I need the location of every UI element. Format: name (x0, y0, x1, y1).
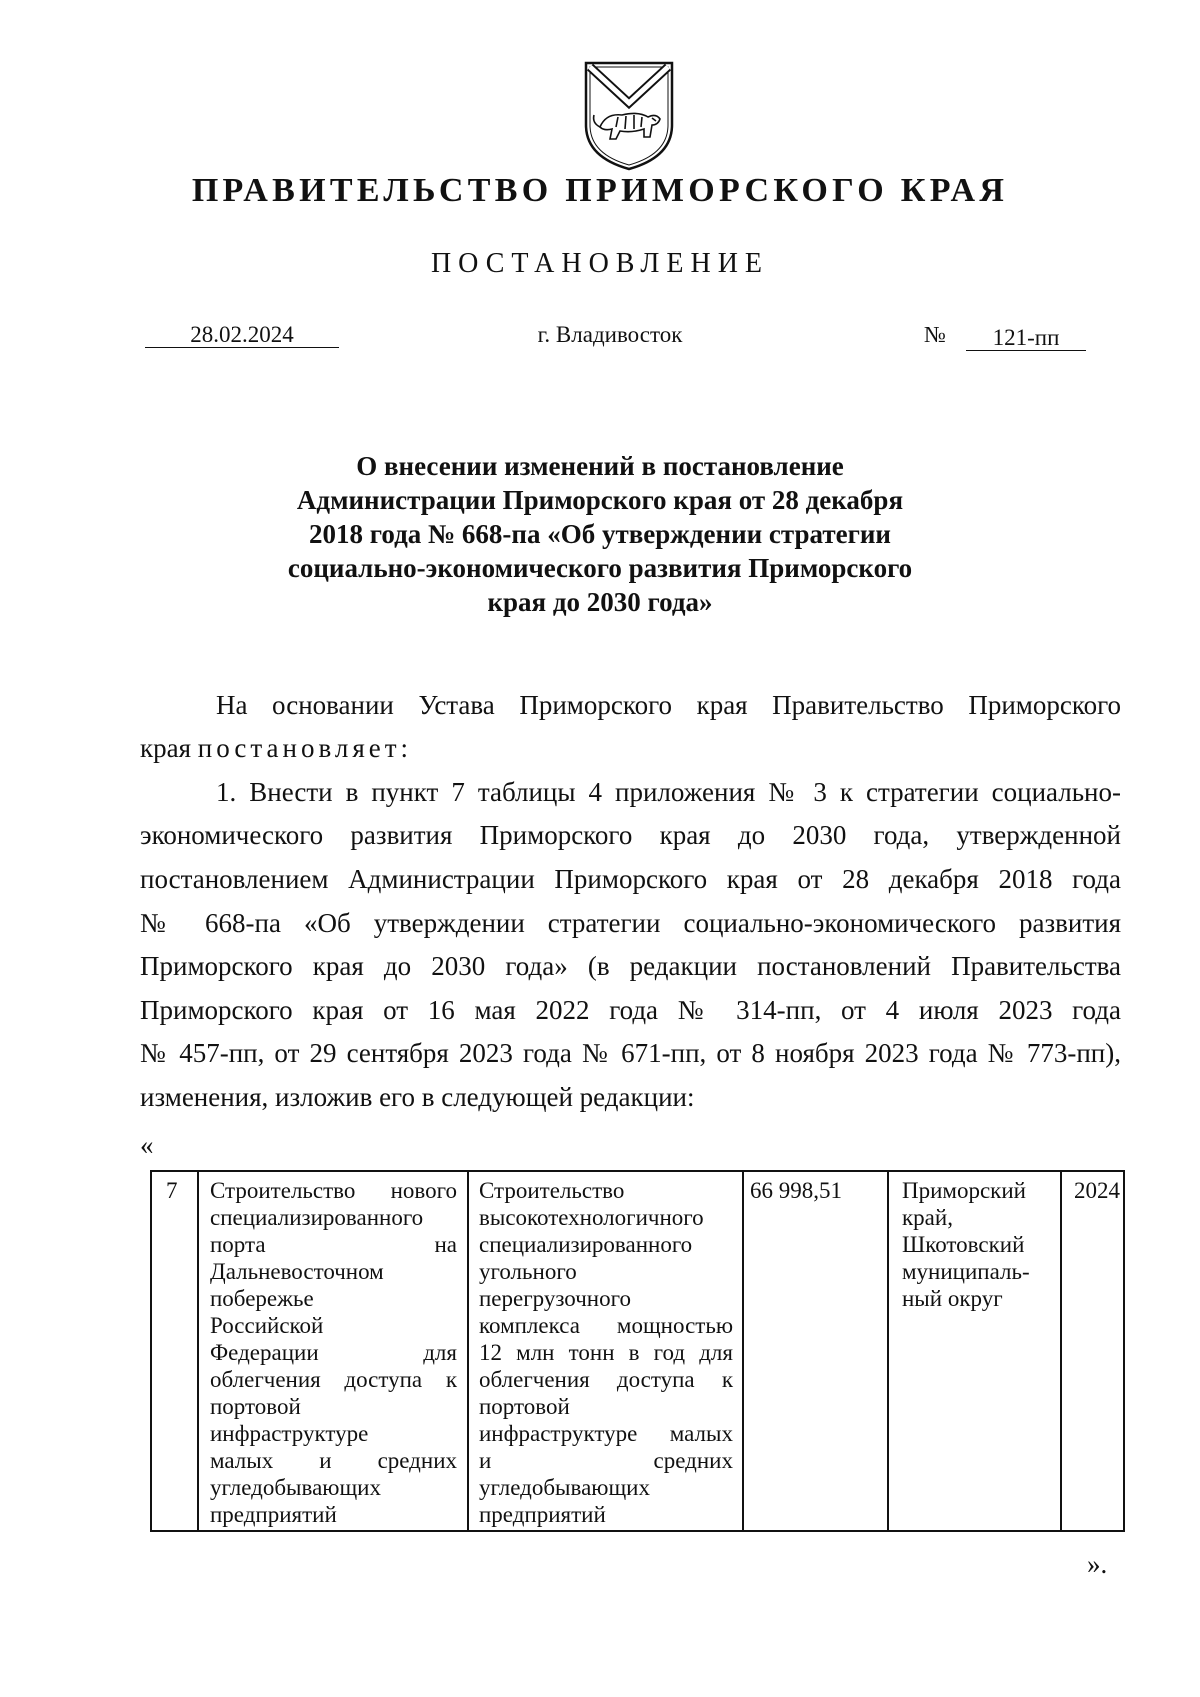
cell-line: Российской (210, 1313, 324, 1338)
coat-of-arms-emblem (580, 55, 678, 173)
cell-line: комплекса мощностью (479, 1313, 733, 1338)
document-number-sign: № (924, 322, 946, 347)
cell-line: порта на (210, 1232, 457, 1257)
cell-line: высокотехнологичного (479, 1205, 704, 1230)
cell-line: Федерации для (210, 1340, 457, 1365)
cell-line: специализированного (479, 1232, 693, 1257)
cell-line: предприятий (210, 1502, 337, 1527)
cell-line: ный округ (902, 1286, 1003, 1311)
document-heading (250, 449, 950, 619)
item1-line: № 668-па «Об утверждении стратегии социально-экономического развития (140, 908, 1121, 938)
item1-line: Приморского края до 2030 года» (в редакции постановлений Правительства (140, 951, 1121, 981)
table-divider (742, 1172, 744, 1530)
organization-title: ПРАВИТЕЛЬСТВО ПРИМОРСКОГО КРАЯ (191, 172, 1009, 209)
cell-line: инфраструктуре малых (479, 1421, 733, 1446)
item1-line: № 457-пп, от 29 сентября 2023 года № 671-пп, от 8 ноября 2023 года № 773-пп), (140, 1038, 1121, 1068)
cell-line: облегчения доступа к (210, 1367, 457, 1392)
cell-line: портовой (479, 1394, 570, 1419)
cell-line: Строительство нового (210, 1178, 457, 1203)
cell-line: облегчения доступа к (479, 1367, 733, 1392)
cell-line: Приморский (902, 1178, 1026, 1203)
row-number: 7 (166, 1178, 178, 1203)
document-number: 121-пп (966, 326, 1086, 351)
cell-line: Дальневосточном (210, 1259, 384, 1284)
cell-line: и средних (479, 1448, 733, 1473)
cell-line: муниципаль- (902, 1259, 1030, 1284)
table-divider (1060, 1172, 1062, 1530)
table-divider (887, 1172, 889, 1530)
cell-line: угольного (479, 1259, 577, 1284)
cell-line: побережье (210, 1286, 314, 1311)
item1-line: изменения, изложив его в следующей редакции: (140, 1082, 695, 1112)
item1-line: 1. Внести в пункт 7 таблицы 4 приложения № 3 к стратегии социально- (216, 777, 1121, 807)
cell-line: угледобывающих (210, 1475, 381, 1500)
amount-value: 66 998,51 (750, 1178, 842, 1203)
cell-line: угледобывающих (479, 1475, 650, 1500)
cell-line: 12 млн тонн в год для (479, 1340, 733, 1365)
item1-line: экономического развития Приморского края до 2030 года, утвержденной (140, 820, 1121, 850)
cell-line: Шкотовский (902, 1232, 1025, 1257)
table-cell-location (902, 1177, 1030, 1312)
year-value: 2024 (1074, 1178, 1120, 1203)
document-type: ПОСТАНОВЛЕНИЕ (430, 248, 770, 279)
heading-line: Администрации Приморского края от 28 декабря (296, 485, 904, 515)
heading-line: края до 2030 года» (487, 587, 713, 617)
cell-line: инфраструктуре (210, 1421, 369, 1446)
cell-line: специализированного (210, 1205, 424, 1230)
preamble-line-2 (140, 735, 412, 762)
heading-line: 2018 года № 668-па «Об утверждении стратегии (309, 519, 891, 549)
cell-line: Строительство (479, 1178, 625, 1203)
heading-line: социально-экономического развития Приморского (287, 553, 913, 583)
cell-line: портовой (210, 1394, 301, 1419)
item1-line: постановлением Администрации Приморского края от 28 декабря 2018 года (140, 864, 1121, 894)
table-cell-project (210, 1177, 457, 1528)
preamble-word: края (140, 733, 192, 763)
cell-line: перегрузочного (479, 1286, 631, 1311)
table-cell-year (1074, 1177, 1120, 1204)
table-cell-number (166, 1177, 178, 1204)
table-cell-amount (750, 1177, 842, 1204)
table-divider (467, 1172, 469, 1530)
item1-line: Приморского края от 16 мая 2022 года № 314-пп, от 4 июля 2023 года (140, 995, 1121, 1025)
cell-line: предприятий (479, 1502, 606, 1527)
heading-line: О внесении изменений в постановление (356, 451, 844, 481)
close-quote: ». (1087, 1549, 1108, 1579)
strategy-table (150, 1170, 1125, 1532)
cell-line: край, (902, 1205, 953, 1230)
preamble-resolves: постановляет: (197, 733, 413, 763)
document-date: 28.02.2024 (145, 323, 339, 348)
coat-of-arms-icon (580, 55, 678, 173)
open-quote: « (140, 1130, 154, 1160)
table-cell-description (479, 1177, 733, 1528)
cell-line: малых и средних (210, 1448, 457, 1473)
table-divider (197, 1172, 199, 1530)
document-city: г. Владивосток (537, 322, 683, 347)
preamble-line: На основании Устава Приморского края Правительство Приморского (216, 690, 1121, 720)
